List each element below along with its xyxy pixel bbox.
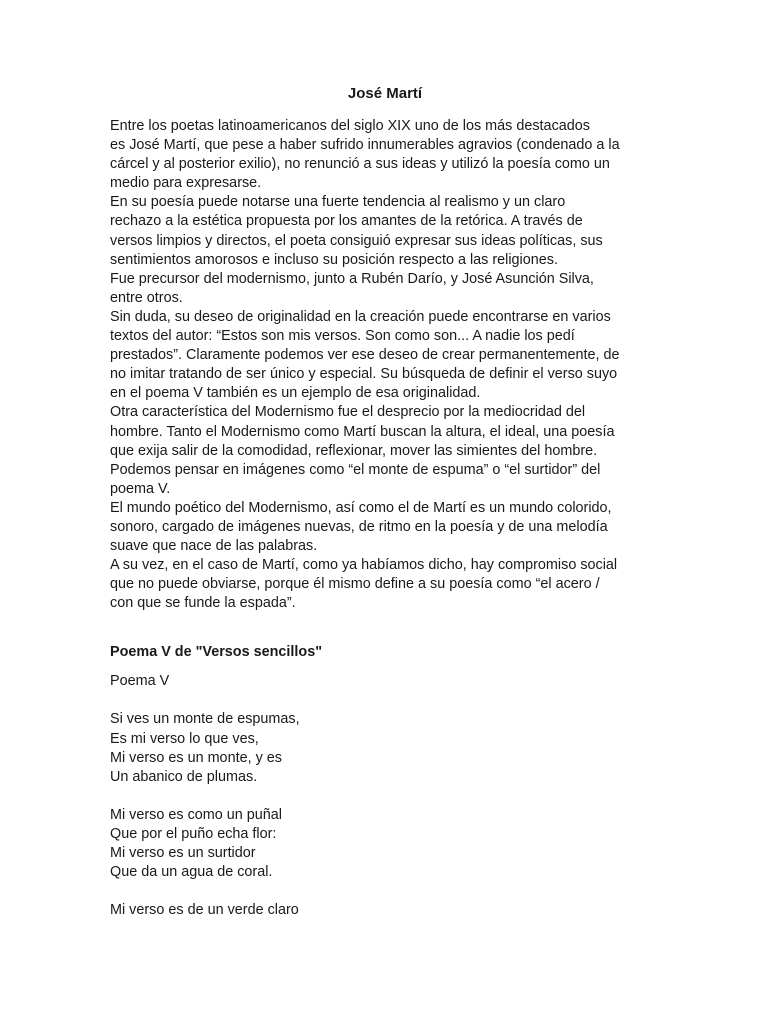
poem-verse: Que por el puño echa flor:: [110, 825, 277, 842]
document-title: José Martí: [347, 85, 423, 102]
essay-paragraph: [110, 403, 660, 498]
text-line: que exija salir de la comodidad, reflexionar, mover las simientes del hombre.: [110, 442, 598, 459]
text-line: A su vez, en el caso de Martí, como ya habíamos dicho, hay compromiso social: [110, 557, 618, 574]
poem-verse: Si ves un monte de espumas,: [110, 711, 300, 728]
text-line: Sin duda, su deseo de originalidad en la creación puede encontrarse en varios: [110, 308, 611, 325]
text-line: es José Martí, que pese a haber sufrido innumerables agravios (condenado a la: [110, 137, 620, 154]
text-line: no imitar tratando de ser único y especial. Su búsqueda de definir el verso suyo: [110, 366, 618, 383]
text-line: sonoro, cargado de imágenes nuevas, de ritmo en la poesía y de una melodía: [110, 518, 608, 535]
poem-verse: Es mi verso lo que ves,: [110, 730, 259, 747]
text-line: versos limpios y directos, el poeta consiguió expresar sus ideas políticas, sus: [110, 232, 603, 249]
poem-verse: Mi verso es como un puñal: [110, 806, 282, 823]
essay-paragraph: [110, 270, 660, 308]
text-line: textos del autor: “Estos son mis versos. Son como son... A nadie los pedí: [110, 328, 575, 345]
text-line: prestados”. Claramente podemos ver ese deseo de crear permanentemente, de: [110, 347, 620, 364]
document-page: [110, 84, 660, 920]
essay-paragraph: [110, 308, 660, 403]
text-line: Entre los poetas latinoamericanos del siglo XIX uno de los más destacados: [110, 118, 590, 134]
poem-stanza: [110, 901, 660, 920]
essay-paragraph: [110, 117, 660, 193]
poem-verse: Un abanico de plumas.: [110, 768, 258, 785]
text-line: Fue precursor del modernismo, junto a Rubén Darío, y José Asunción Silva,: [110, 270, 594, 287]
poem-verse: Que da un agua de coral.: [110, 864, 273, 881]
poem-verse: Mi verso es de un verde claro: [110, 902, 299, 919]
text-line: con que se funde la espada”.: [110, 595, 296, 612]
poem-body: [110, 710, 660, 920]
text-line: suave que nace de las palabras.: [110, 538, 318, 555]
essay-body: [110, 117, 660, 613]
text-line: cárcel y al posterior exilio), no renunció a sus ideas y utilizó la poesía como un: [110, 156, 610, 173]
text-line: que no puede obviarse, porque él mismo define a su poesía como “el acero /: [110, 576, 600, 593]
poem-title: Poema V: [110, 673, 170, 690]
essay-paragraph: [110, 556, 660, 613]
essay-paragraph: [110, 499, 660, 556]
text-line: medio para expresarse.: [110, 175, 262, 192]
text-line: poema V.: [110, 480, 171, 497]
text-line: en el poema V también es un ejemplo de esa originalidad.: [110, 385, 481, 402]
text-line: sentimientos amorosos e incluso su posición respecto a las religiones.: [110, 251, 558, 268]
poem-section-heading: Poema V de "Versos sencillos": [110, 644, 323, 661]
text-line: rechazo a la estética propuesta por los amantes de la retórica. A través de: [110, 213, 583, 230]
text-line: En su poesía puede notarse una fuerte tendencia al realismo y un claro: [110, 194, 566, 211]
poem-stanza: [110, 806, 660, 882]
text-line: Podemos pensar en imágenes como “el monte de espuma” o “el surtidor” del: [110, 461, 601, 478]
text-line: El mundo poético del Modernismo, así como el de Martí es un mundo colorido,: [110, 499, 612, 516]
text-line: entre otros.: [110, 289, 183, 306]
poem-verse: Mi verso es un surtidor: [110, 845, 256, 861]
text-line: hombre. Tanto el Modernismo como Martí buscan la altura, el ideal, una poesía: [110, 423, 615, 440]
poem-stanza: [110, 710, 660, 786]
text-line: Otra característica del Modernismo fue el desprecio por la mediocridad del: [110, 404, 586, 421]
essay-paragraph: [110, 193, 660, 269]
poem-verse: Mi verso es un monte, y es: [110, 749, 282, 766]
